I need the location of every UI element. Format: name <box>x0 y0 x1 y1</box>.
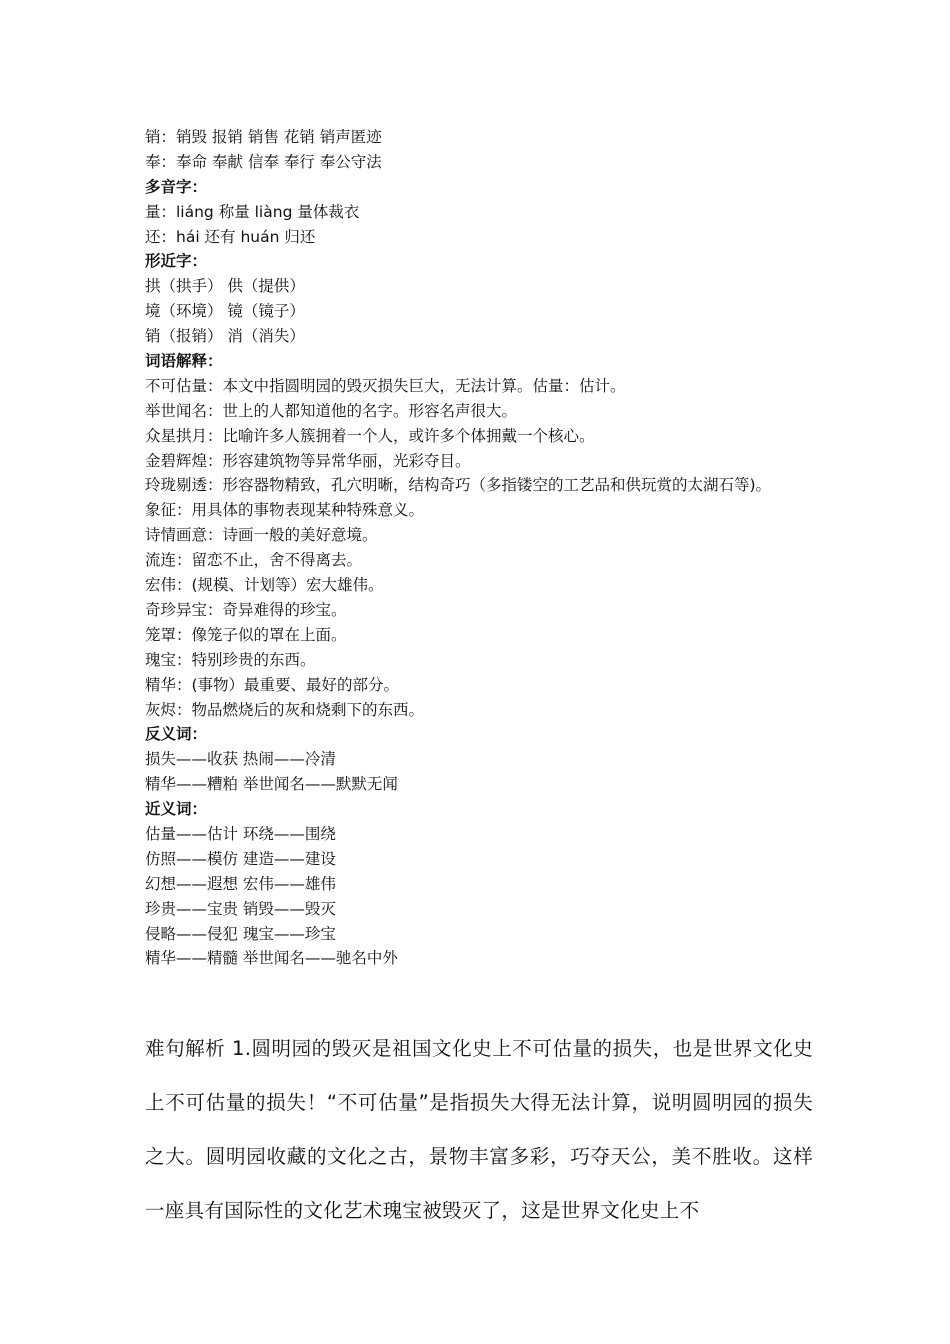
text-line: 销：销毁 报销 销售 花销 销声匿迹 <box>145 128 382 146</box>
text-line: 奉：奉命 奉献 信奉 奉行 奉公守法 <box>145 152 382 171</box>
text-line: 玲珑剔透：形容器物精致，孔穴明晰，结构奇巧（多指镂空的工艺品和供玩赏的太湖石等)。 <box>145 476 772 495</box>
text-line: 境（环境） 镜（镜子） <box>145 302 305 321</box>
text-line: 宏伟：(规模、计划等）宏大雄伟。 <box>145 576 384 595</box>
text-line: 幻想——遐想 宏伟——雄伟 <box>145 874 336 893</box>
text-line: 金碧辉煌：形容建筑物等异常华丽，光彩夺目。 <box>145 451 471 470</box>
text-line: 精华——糟粕 举世闻名——默默无闻 <box>145 775 398 794</box>
text-line: 侵略——侵犯 瑰宝——珍宝 <box>145 924 336 943</box>
text-line: 流连：留恋不止，舍不得离去。 <box>145 551 363 570</box>
text-line: 销（报销） 消（消失） <box>145 327 305 346</box>
text-line: 量：liáng 称量 liàng 量体裁衣 <box>145 202 360 221</box>
text-line: 精华：(事物）最重要、最好的部分。 <box>145 675 400 694</box>
sentence-analysis-paragraph: 难句解析 1.圆明园的毁灭是祖国文化史上不可估量的损失，也是世界文化史上不可估量的损失！“不可估量”是指损失大得无法计算，说明圆明园的损失之大。圆明园收藏的文化之古，景物丰富多彩，巧夺天公，美不胜收。这样一座具有国际性的文化艺术瑰宝被毁灭了，这是世界文化史上不 <box>145 1037 813 1222</box>
text-line: 众星拱月：比喻许多人簇拥着一个人，或许多个体拥戴一个核心。 <box>145 426 595 445</box>
text-line: 瑰宝：特别珍贵的东西。 <box>145 650 316 669</box>
section-heading: 反义词： <box>145 725 208 744</box>
section-heading: 多音字： <box>145 177 208 196</box>
text-line: 损失——收获 热闹——冷清 <box>145 750 336 769</box>
text-line: 奇珍异宝：奇异难得的珍宝。 <box>145 600 347 619</box>
text-line: 仿照——模仿 建造——建设 <box>145 849 336 868</box>
text-line: 估量——估计 环绕——围绕 <box>145 824 336 843</box>
text-line: 灰烬：物品燃烧后的灰和烧剩下的东西。 <box>145 700 425 719</box>
section-heading: 近义词： <box>145 800 208 819</box>
notes-block <box>145 125 815 971</box>
text-line: 诗情画意：诗画一般的美好意境。 <box>145 526 378 545</box>
section-heading: 词语解释： <box>145 352 223 371</box>
text-line: 拱（拱手） 供（提供） <box>145 277 305 296</box>
text-line: 还：hái 还有 huán 归还 <box>145 227 316 246</box>
text-line: 珍贵——宝贵 销毁——毁灭 <box>145 899 336 918</box>
text-line: 不可估量：本文中指圆明园的毁灭损失巨大，无法计算。估量：估计。 <box>145 376 626 395</box>
text-line: 笼罩：像笼子似的罩在上面。 <box>145 625 347 644</box>
text-line: 精华——精髓 举世闻名——驰名中外 <box>145 949 398 968</box>
text-line: 举世闻名：世上的人都知道他的名字。形容名声很大。 <box>145 401 518 420</box>
text-line: 象征：用具体的事物表现某种特殊意义。 <box>145 501 425 520</box>
section-heading: 形近字： <box>145 252 208 271</box>
